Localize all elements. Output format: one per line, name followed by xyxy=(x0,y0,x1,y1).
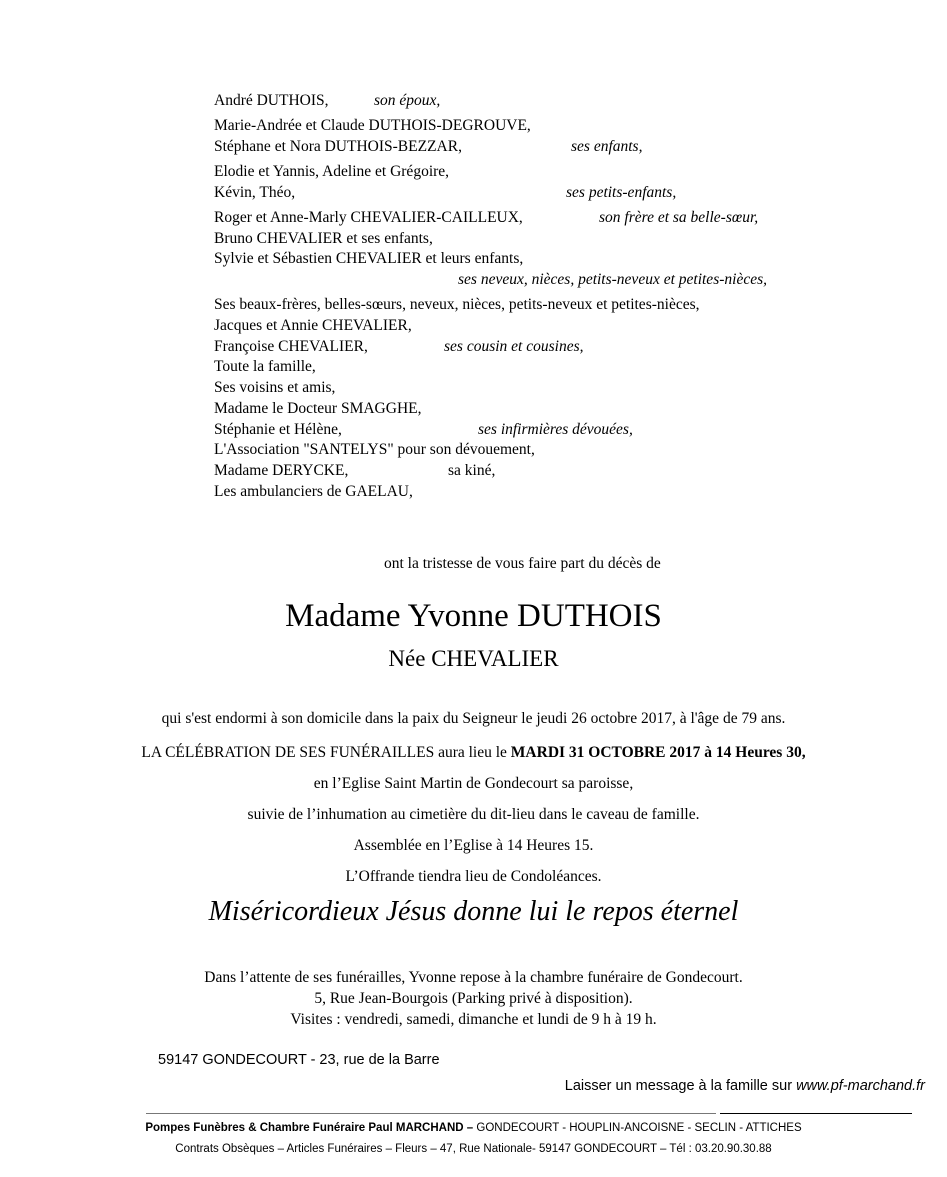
church-line: en l’Eglise Saint Martin de Gondecourt sa paroisse, xyxy=(313,775,634,792)
assembly-line: Assemblée en l’Eglise à 14 Heures 15. xyxy=(353,837,594,854)
family-name: Ses beaux-frères, belles-sœurs, neveux, nièces, petits-neveux et petites-nièces, xyxy=(214,296,700,313)
family-name: Jacques et Annie CHEVALIER, xyxy=(214,317,412,334)
family-role: ses petits-enfants, xyxy=(566,184,677,201)
family-role: son époux, xyxy=(374,92,441,109)
family-name: Les ambulanciers de GAELAU, xyxy=(214,483,413,500)
burial-line: suivie de l’inhumation au cimetière du dit-lieu dans le caveau de famille. xyxy=(247,806,700,823)
family-role: sa kiné, xyxy=(448,462,496,479)
announcement-text: ont la tristesse de vous faire part du décès de xyxy=(384,555,661,572)
footer-services: Contrats Obsèques – Articles Funéraires – Fleurs – 47, Rue Nationale- 59147 GONDECOURT – Tél : 03.20.90.30.88 xyxy=(175,1143,772,1155)
family-name: Sylvie et Sébastien CHEVALIER et leurs enfants, xyxy=(214,250,524,267)
family-name: Stéphanie et Hélène, xyxy=(214,421,342,438)
family-role: ses infirmières dévouées, xyxy=(478,421,633,438)
family-name: André DUTHOIS, xyxy=(214,92,329,109)
family-name: Toute la famille, xyxy=(214,358,316,375)
family-name: Marie-Andrée et Claude DUTHOIS-DEGROUVE, xyxy=(214,117,531,134)
footer-company: Pompes Funèbres & Chambre Funéraire Paul MARCHAND – xyxy=(145,1122,474,1134)
rest-line-2: 5, Rue Jean-Bourgois (Parking privé à disposition). xyxy=(314,990,633,1007)
deceased-maiden-name: Née CHEVALIER xyxy=(388,646,559,671)
family-name: Madame le Docteur SMAGGHE, xyxy=(214,400,422,417)
family-name: Ses voisins et amis, xyxy=(214,379,336,396)
family-name: Elodie et Yannis, Adeline et Grégoire, xyxy=(214,163,450,180)
message-line xyxy=(565,1078,925,1094)
death-details: qui s'est endormi à son domicile dans la paix du Seigneur le jeudi 26 octobre 2017, à l'âge de 79 ans. xyxy=(161,710,786,727)
family-name: Roger et Anne-Marly CHEVALIER-CAILLEUX, xyxy=(214,209,523,226)
family-name: Stéphane et Nora DUTHOIS-BEZZAR, xyxy=(214,138,462,155)
prayer-line: Miséricordieux Jésus donne lui le repos éternel xyxy=(208,896,739,927)
ceremony-line xyxy=(0,744,947,762)
family-name: Madame DERYCKE, xyxy=(214,462,349,479)
footer-towns: GONDECOURT - HOUPLIN-ANCOISNE - SECLIN - ATTICHES xyxy=(473,1122,802,1134)
family-role: son frère et sa belle-sœur, xyxy=(599,209,759,226)
family-name: L'Association "SANTELYS" pour son dévouement, xyxy=(214,441,535,458)
family-name: Kévin, Théo, xyxy=(214,184,296,201)
rest-line-3: Visites : vendredi, samedi, dimanche et lundi de 9 h à 19 h. xyxy=(290,1011,657,1028)
family-name: Françoise CHEVALIER, xyxy=(214,338,368,355)
rest-line-1: Dans l’attente de ses funérailles, Yvonne repose à la chambre funéraire de Gondecourt. xyxy=(204,969,743,986)
family-role: ses neveux, nièces, petits-neveux et petites-nièces, xyxy=(458,271,767,288)
deceased-name: Madame Yvonne DUTHOIS xyxy=(285,598,662,634)
footer-company-line xyxy=(0,1122,947,1134)
family-name: Bruno CHEVALIER et ses enfants, xyxy=(214,230,433,247)
website-link[interactable]: www.pf-marchand.fr xyxy=(796,1078,925,1094)
ceremony-prefix: LA CÉLÉBRATION DE SES FUNÉRAILLES aura lieu le xyxy=(141,744,511,761)
message-prefix: Laisser un message à la famille sur xyxy=(564,1078,797,1094)
link-underline xyxy=(720,1113,912,1114)
family-role: ses cousin et cousines, xyxy=(444,338,584,355)
footer-divider xyxy=(146,1113,716,1114)
funeral-home-address: 59147 GONDECOURT - 23, rue de la Barre xyxy=(158,1052,440,1068)
family-role: ses enfants, xyxy=(571,138,643,155)
offering-line: L’Offrande tiendra lieu de Condoléances. xyxy=(345,868,602,885)
ceremony-date: MARDI 31 OCTOBRE 2017 à 14 Heures 30, xyxy=(510,744,806,761)
